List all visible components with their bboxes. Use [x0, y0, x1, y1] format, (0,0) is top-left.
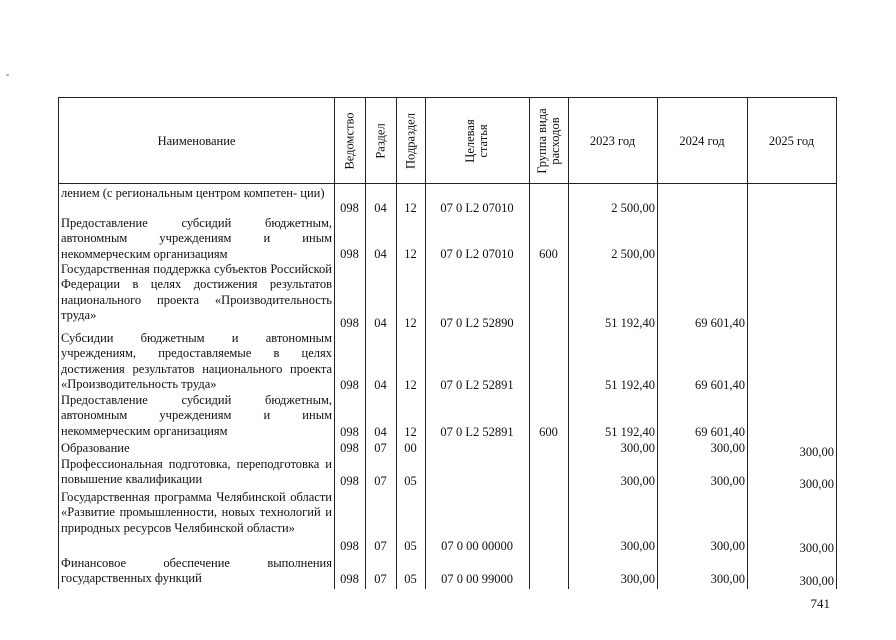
- row-section: 07: [374, 539, 387, 553]
- row-section: 04: [374, 201, 387, 215]
- row-2024: 69 601,40: [695, 316, 745, 330]
- row-name: лением (с региональным центром компетен- ции): [61, 186, 325, 200]
- header-expense-group: Группа вида расходов: [534, 107, 562, 174]
- row-section: 07: [374, 441, 387, 455]
- row-2023: 51 192,40: [605, 425, 655, 439]
- row-dept: 098: [340, 247, 359, 261]
- row-section: 04: [374, 316, 387, 330]
- row-target: 07 0 L2 52890: [440, 316, 514, 330]
- row-expense-group: 600: [539, 425, 558, 439]
- header-target-article: Целевая статья: [463, 118, 490, 163]
- row-name: Государственная программа Челябинской области «Развитие промышленности, новых технологий и природных ресурсов Челябинской области»: [61, 490, 332, 535]
- row-subsection: 12: [404, 378, 417, 392]
- row-dept: 098: [340, 474, 359, 488]
- header-section: Раздел: [373, 122, 387, 159]
- row-2023: 2 500,00: [611, 247, 655, 261]
- row-2025: 300,00: [799, 541, 834, 555]
- row-subsection: 12: [404, 316, 417, 330]
- row-expense-group: 600: [539, 247, 558, 261]
- header-divider: [59, 183, 836, 184]
- row-2024: 69 601,40: [695, 378, 745, 392]
- row-subsection: 00: [404, 441, 417, 455]
- row-name: Субсидии бюджетным и автономным учреждениям, предоставляемые в целях достижения результатов национального проекта «Производительность труда»: [61, 331, 332, 391]
- row-2024: 69 601,40: [695, 425, 745, 439]
- row-subsection: 05: [404, 572, 417, 586]
- header-name: Наименование: [157, 133, 236, 148]
- row-2023: 300,00: [620, 441, 655, 455]
- header-year-2025: 2025 год: [768, 133, 815, 148]
- page-number: 741: [810, 596, 830, 611]
- row-2025: 300,00: [799, 477, 834, 491]
- header-year-2024: 2024 год: [679, 133, 725, 148]
- row-dept: 098: [340, 539, 359, 553]
- row-2024: 300,00: [710, 441, 745, 455]
- row-2023: 300,00: [620, 572, 655, 586]
- row-target: 07 0 L2 52891: [440, 425, 514, 439]
- row-name: Финансовое обеспечение выполнения государственных функций: [61, 556, 332, 586]
- row-2023: 51 192,40: [605, 316, 655, 330]
- row-2023: 2 500,00: [611, 201, 655, 215]
- row-target: 07 0 00 00000: [441, 539, 513, 553]
- row-name: Предоставление субсидий бюджетным, автономным учреждениям и иным некоммерческим организациям: [61, 393, 332, 438]
- scan-mark: [6, 74, 9, 76]
- row-subsection: 12: [404, 425, 417, 439]
- row-2023: 300,00: [620, 474, 655, 488]
- row-section: 04: [374, 425, 387, 439]
- budget-table: [58, 97, 837, 589]
- row-target: 07 0 00 99000: [441, 572, 513, 586]
- row-target: 07 0 L2 07010: [440, 201, 514, 215]
- row-section: 07: [374, 474, 387, 488]
- row-2024: 300,00: [710, 474, 745, 488]
- row-section: 07: [374, 572, 387, 586]
- row-dept: 098: [340, 441, 359, 455]
- header-year-2023: 2023 год: [589, 133, 636, 148]
- row-dept: 098: [340, 201, 359, 215]
- row-2024: 300,00: [710, 572, 745, 586]
- row-dept: 098: [340, 378, 359, 392]
- row-subsection: 05: [404, 539, 417, 553]
- row-name: Образование: [61, 441, 130, 455]
- row-name: Государственная поддержка субъектов Российской Федерации в целях достижения результатов национального проекта «Производительность труда»: [61, 262, 332, 322]
- row-2025: 300,00: [799, 574, 834, 588]
- row-target: 07 0 L2 52891: [440, 378, 514, 392]
- row-subsection: 12: [404, 201, 417, 215]
- row-2023: 51 192,40: [605, 378, 655, 392]
- row-dept: 098: [340, 316, 359, 330]
- row-2025: 300,00: [799, 445, 834, 459]
- row-name: Профессиональная подготовка, переподготовка и повышение квалификации: [61, 457, 332, 487]
- header-dept: Ведомство: [342, 111, 356, 170]
- row-section: 04: [374, 378, 387, 392]
- row-target: 07 0 L2 07010: [440, 247, 514, 261]
- row-2023: 300,00: [620, 539, 655, 553]
- row-section: 04: [374, 247, 387, 261]
- row-name: Предоставление субсидий бюджетным, автономным учреждениям и иным некоммерческим организациям: [61, 216, 332, 261]
- header-subsection: Подраздел: [403, 112, 417, 169]
- row-dept: 098: [340, 572, 359, 586]
- row-2024: 300,00: [710, 539, 745, 553]
- row-dept: 098: [340, 425, 359, 439]
- row-subsection: 12: [404, 247, 417, 261]
- row-subsection: 05: [404, 474, 417, 488]
